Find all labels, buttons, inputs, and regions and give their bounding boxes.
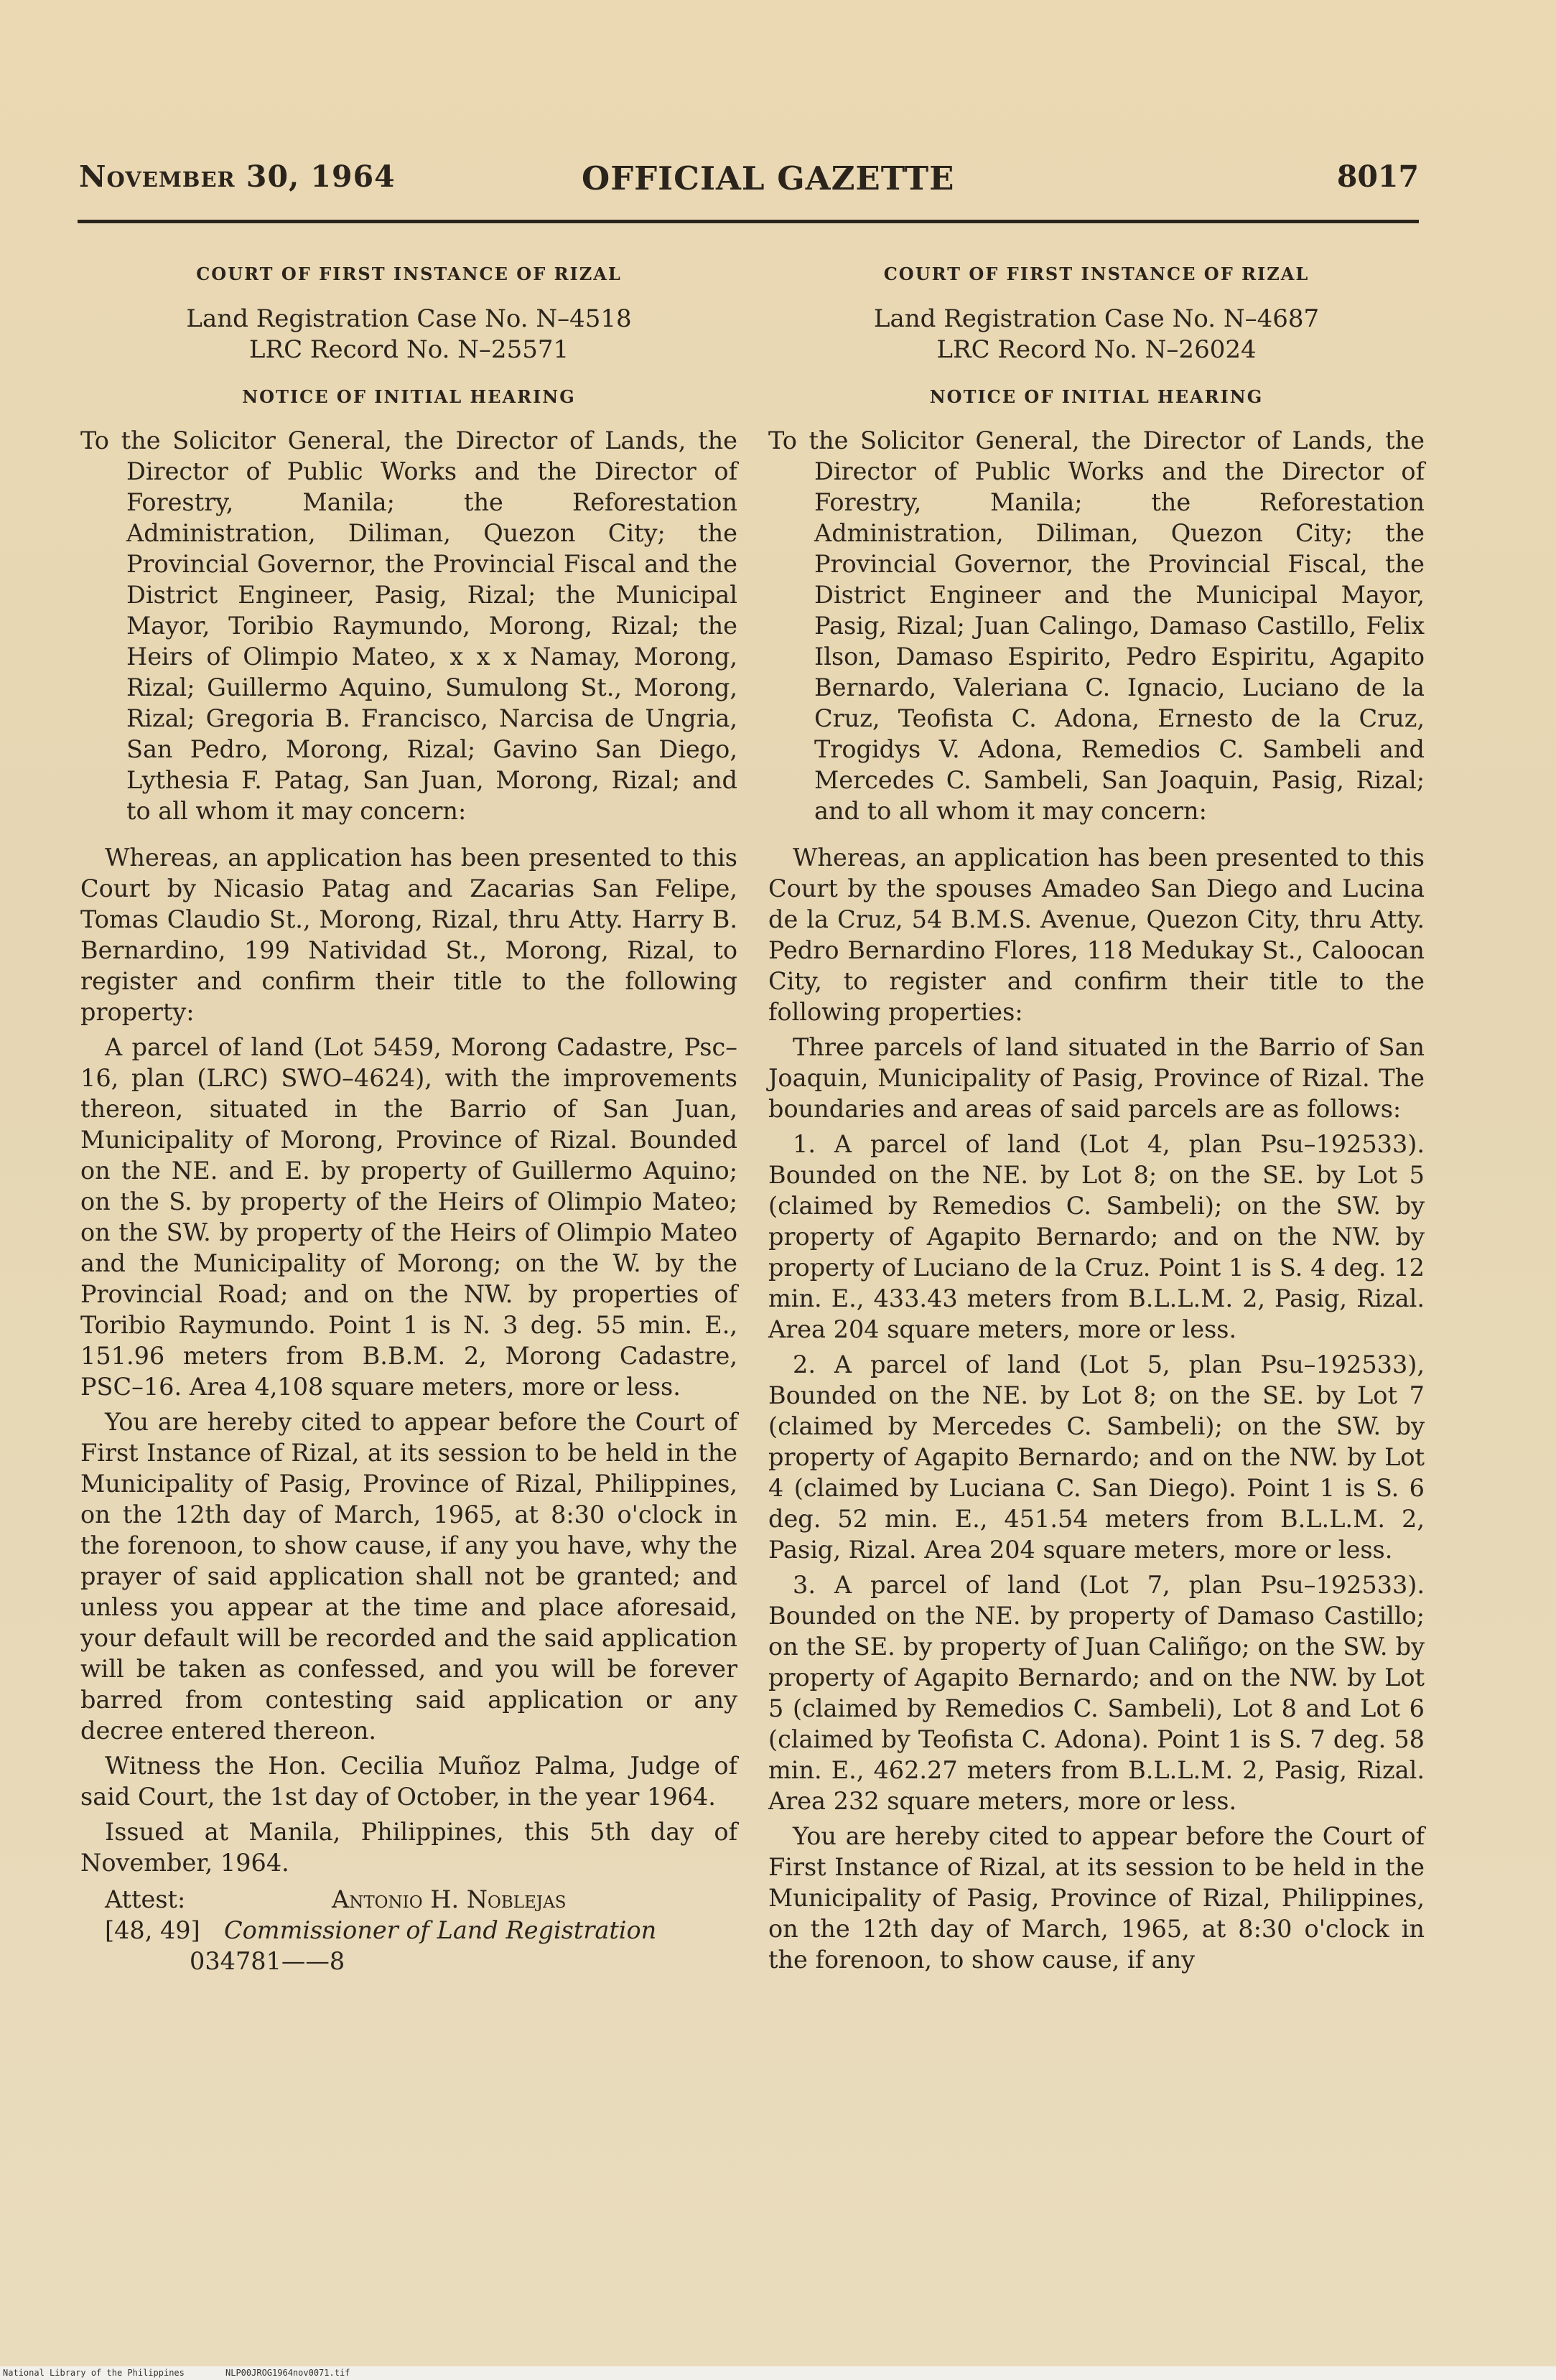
scan-filename: NLP00JROG1964nov0071.tif bbox=[225, 2368, 350, 2378]
issue-date: November 30, 1964 bbox=[79, 159, 396, 194]
paragraph: 1. A parcel of land (Lot 4, plan Psu–192533). Bounded on the NE. by Lot 8; on the SE. by Lot 5 (claimed by Remedios C. Sambeli); on the SW. by property of Agapito Bernardo; and on the NW. by property of Luciano de la Cruz. Point 1 is S. 4 deg. 12 min. E., 433.43 meters from B.L.L.M. 2, Pasig, Rizal. Area 204 square meters, more or less. bbox=[768, 1130, 1425, 1343]
record-number: LRC Record No. N–26024 bbox=[936, 335, 1257, 364]
left-column bbox=[80, 258, 737, 1977]
paragraph: Witness the Hon. Cecilia Muñoz Palma, Judge of said Court, the 1st day of October, in the year 1964. bbox=[80, 1752, 737, 1811]
library-credit: National Library of the Philippines bbox=[3, 2368, 185, 2378]
header-rule bbox=[78, 220, 1419, 223]
scan-footer bbox=[0, 2366, 1556, 2380]
attest-title: Commissioner of Land Registration bbox=[224, 1916, 657, 1944]
reference-numbers: [48, 49] bbox=[105, 1916, 200, 1944]
publication-title: OFFICIAL GAZETTE bbox=[582, 159, 955, 197]
notice-heading: NOTICE OF INITIAL HEARING bbox=[242, 386, 576, 407]
attest-label: Attest: bbox=[105, 1885, 186, 1913]
paragraph: A parcel of land (Lot 5459, Morong Cadastre, Psc–16, plan (LRC) SWO–4624), with the improvements thereon, situated in the Barrio of San Juan, Municipality of Morong, Province of Rizal. Bounded on the NE. and E. by property of Guillermo Aquino; on the S. by property of the Heirs of Olimpio Mateo; on the SW. by property of the Heirs of Olimpio Mateo and the Municipality of Morong; on the W. by the Provincial Road; and on the NW. by properties of Toribio Raymundo. Point 1 is N. 3 deg. 55 min. E., 151.96 meters from B.B.M. 2, Morong Cadastre, PSC–16. Area 4,108 square meters, more or less. bbox=[80, 1033, 737, 1401]
paragraph: Whereas, an application has been presented to this Court by the spouses Amadeo San Diego and Lucina de la Cruz, 54 B.M.S. Avenue, Quezon City, thru Atty. Pedro Bernardino Flores, 118 Medukay St., Caloocan City, to register and confirm their title to the following properties: bbox=[768, 844, 1425, 1026]
page-header bbox=[79, 159, 1419, 210]
paragraph: 2. A parcel of land (Lot 5, plan Psu–192533), Bounded on the NE. by Lot 8; on the SE. by Lot 7 (claimed by Mercedes C. Sambeli); on the SW. by property of Agapito Bernardo; and on the NW. by Lot 4 (claimed by Luciana C. San Diego). Point 1 is S. 6 deg. 52 min. E., 451.54 meters from B.L.L.M. 2, Pasig, Rizal. Area 204 square meters, more or less. bbox=[768, 1350, 1425, 1564]
court-heading: COURT OF FIRST INSTANCE OF RIZAL bbox=[196, 263, 622, 284]
addressees: To the Solicitor General, the Director of Lands, the Director of Public Works and the Director of Forestry, Manila; the Reforestation Administration, Diliman, Quezon City; the Provincial Governor, the Provincial Fiscal and the District Engineer, Pasig, Rizal; the Municipal Mayor, Toribio Raymundo, Morong, Rizal; the Heirs of Olimpio Mateo, x x x Namay, Morong, Rizal; Guillermo Aquino, Sumulong St., Morong, Rizal; Gregoria B. Francisco, Narcisa de Ungria, San Pedro, Morong, Rizal; Gavino San Diego, Lythesia F. Patag, San Juan, Morong, Rizal; and to all whom it may concern: bbox=[80, 426, 737, 825]
addressees: To the Solicitor General, the Director of Lands, the Director of Public Works and the Director of Forestry, Manila; the Reforestation Administration, Diliman, Quezon City; the Provincial Governor, the Provincial Fiscal, the District Engineer and the Municipal Mayor, Pasig, Rizal; Juan Calingo, Damaso Castillo, Felix Ilson, Damaso Espirito, Pedro Espiritu, Agapito Bernardo, Valeriana C. Ignacio, Luciano de la Cruz, Teofista C. Adona, Ernesto de la Cruz, Trogidys V. Adona, Remedios C. Sambeli and Mercedes C. Sambeli, San Joaquin, Pasig, Rizal; and to all whom it may concern: bbox=[768, 426, 1425, 825]
paragraph: You are hereby cited to appear before the Court of First Instance of Rizal, at its session to be held in the Municipality of Pasig, Province of Rizal, Philippines, on the 12th day of March, 1965, at 8:30 o'clock in the forenoon, to show cause, if any bbox=[768, 1822, 1425, 1974]
paragraph: Issued at Manila, Philippines, this 5th day of November, 1964. bbox=[80, 1818, 737, 1877]
case-number: Land Registration Case No. N–4518 bbox=[186, 304, 632, 333]
attest-name: Antonio H. Noblejas bbox=[332, 1885, 567, 1913]
page-number: 8017 bbox=[1336, 159, 1419, 194]
paragraph: Whereas, an application has been presented to this Court by Nicasio Patag and Zacarias San Felipe, Tomas Claudio St., Morong, Rizal, thru Atty. Harry B. Bernardino, 199 Natividad St., Morong, Rizal, to register and confirm their title to the following property: bbox=[80, 844, 737, 1026]
right-column bbox=[768, 258, 1425, 1979]
notice-heading: NOTICE OF INITIAL HEARING bbox=[929, 386, 1264, 407]
record-number: LRC Record No. N–25571 bbox=[248, 335, 569, 364]
paragraph: You are hereby cited to appear before the Court of First Instance of Rizal, at its session to be held in the Municipality of Pasig, Province of Rizal, Philippines, on the 12th day of March, 1965, at 8:30 o'clock in the forenoon, to show cause, if any you have, why the prayer of said application shall not be granted; and unless you appear at the time and place aforesaid, your default will be recorded and the said application will be taken as confessed, and you will be forever barred from contesting said application or any decree entered thereon. bbox=[80, 1408, 737, 1745]
case-number: Land Registration Case No. N–4687 bbox=[873, 304, 1320, 333]
print-code: 034781——8 bbox=[190, 1947, 345, 1975]
court-heading: COURT OF FIRST INSTANCE OF RIZAL bbox=[883, 263, 1310, 284]
paragraph: 3. A parcel of land (Lot 7, plan Psu–192533). Bounded on the NE. by property of Damaso Castillo; on the SE. by property of Juan Caliñgo; on the SW. by property of Agapito Bernardo; and on the NW. by Lot 5 (claimed by Remedios C. Sambeli), Lot 8 and Lot 6 (claimed by Teofista C. Adona). Point 1 is S. 7 deg. 58 min. E., 462.27 meters from B.L.L.M. 2, Pasig, Rizal. Area 232 square meters, more or less. bbox=[768, 1571, 1425, 1815]
paragraph: Three parcels of land situated in the Barrio of San Joaquin, Municipality of Pasig, Province of Rizal. The boundaries and areas of said parcels are as follows: bbox=[768, 1033, 1425, 1123]
attestation bbox=[80, 1884, 737, 1977]
